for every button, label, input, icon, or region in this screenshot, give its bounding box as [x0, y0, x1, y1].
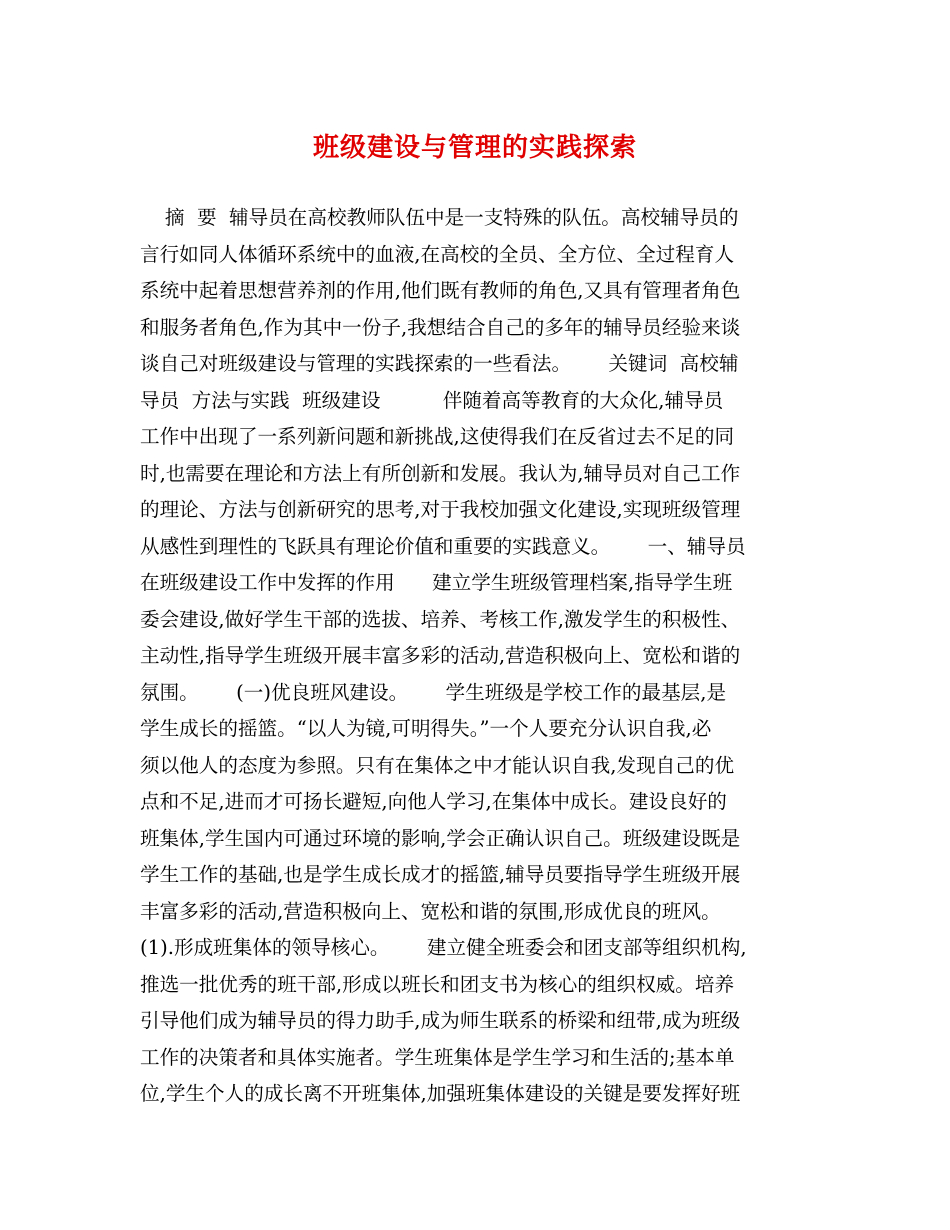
- body-line: 在班级建设工作中发挥的作用 建立学生班级管理档案,指导学生班: [140, 571, 733, 594]
- body-line: 导员 方法与实践 班级建设 伴随着高等教育的大众化,辅导员: [140, 388, 724, 412]
- body-line: 谈自己对班级建设与管理的实践探索的一些看法。 关键词 高校辅: [140, 352, 739, 375]
- body-line: 摘 要 辅导员在高校教师队伍中是一支特殊的队伍。高校辅导员的: [140, 206, 739, 229]
- body-line: 主动性,指导学生班级开展丰富多彩的活动,营造积极向上、宽松和谐的: [140, 644, 741, 667]
- body-line: 委会建设,做好学生干部的选拔、培养、考核工作,激发学生的积极性、: [140, 607, 741, 631]
- body-line: 班集体,学生国内可通过环境的影响,学会正确认识自己。班级建设既是: [140, 826, 741, 850]
- body-line: 和服务者角色,作为其中一份子,我想结合自己的多年的辅导员经验来谈: [140, 315, 741, 339]
- body-line: 引导他们成为辅导员的得力助手,成为师生联系的桥梁和纽带,成为班级: [140, 1009, 741, 1032]
- body-line: 推选一批优秀的班干部,形成以班长和团支书为核心的组织权威。培养: [140, 972, 735, 996]
- document-title: 班级建设与管理的实践探索: [312, 133, 637, 163]
- body-line: 学生成长的摇篮。“以人为镜,可明得失。”一个人要充分认识自我,必: [140, 717, 712, 740]
- body-line: 时,也需要在理论和方法上有所创新和发展。我认为,辅导员对自己工作: [140, 461, 741, 485]
- body-line: 从感性到理性的飞跃具有理论价值和重要的实践意义。 一、辅导员: [140, 534, 746, 558]
- body-line: 氛围。 (一)优良班风建设。 学生班级是学校工作的最基层,是: [140, 680, 727, 704]
- body-line: 的理论、方法与创新研究的思考,对于我校加强文化建设,实现班级管理: [140, 498, 741, 521]
- document-body: [140, 200, 820, 1113]
- body-line: 点和不足,进而才可扬长避短,向他人学习,在集体中成长。建设良好的: [140, 790, 727, 813]
- body-line: 工作的决策者和具体实施者。学生班集体是学生学习和生活的;基本单: [140, 1045, 735, 1069]
- body-line: 须以他人的态度为参照。只有在集体之中才能认识自我,发现自己的优: [140, 753, 735, 777]
- body-line: 丰富多彩的活动,营造积极向上、宽松和谐的氛围,形成优良的班风。: [140, 899, 721, 923]
- body-line: 言行如同人体循环系统中的血液,在高校的全员、全方位、全过程育人: [140, 242, 735, 266]
- body-line: (1).形成班集体的领导核心。 建立健全班委会和团支部等组织机构,: [140, 936, 747, 959]
- body-line: 工作中出现了一系列新问题和新挑战,这使得我们在反省过去不足的同: [140, 425, 735, 448]
- body-line: 系统中起着思想营养剂的作用,他们既有教师的角色,又具有管理者角色: [140, 279, 741, 302]
- body-line: 学生工作的基础,也是学生成长成才的摇篮,辅导员要指导学生班级开展: [140, 863, 741, 886]
- body-line: 位,学生个人的成长离不开班集体,加强班集体建设的关键是要发挥好班: [140, 1082, 741, 1105]
